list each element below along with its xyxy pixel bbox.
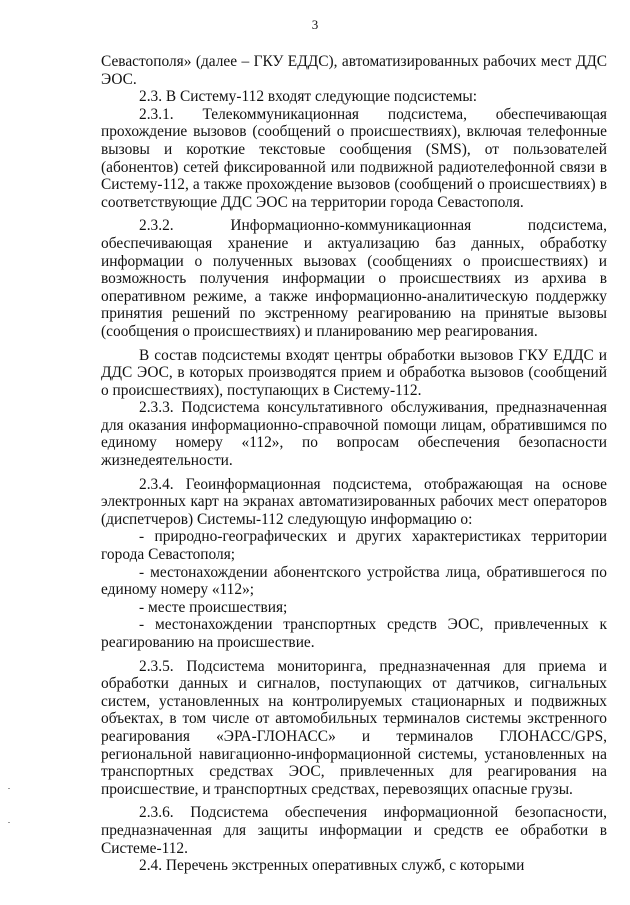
paragraph-subsystem-centers: В состав подсистемы входят центры обработки вызовов ГКУ ЕДДС и ДДС ЭОС, в которых производятся прием и обработка вызовов (сообщений о происшествиях), поступающих в Систему-112. — [101, 346, 607, 399]
paragraph-continuation: Севастополя» (далее – ГКУ ЕДДС), автоматизированных рабочих мест ДДС ЭОС. — [101, 53, 607, 88]
paragraph-2-3-3: 2.3.3. Подсистема консультативного обслуживания, предназначенная для оказания информационно-справочной помощи лицам, обратившимся по единому номеру «112», по вопросам обеспечения безопасности жизнедеятельности. — [101, 399, 607, 470]
paragraph-2-4: 2.4. Перечень экстренных оперативных служб, с которыми — [139, 857, 525, 875]
document-body — [101, 53, 607, 875]
list-item-vehicle-location: - местонахождении транспортных средств ЭОС, привлеченных к реагированию на происшествие. — [101, 616, 607, 651]
paragraph-2-3-2: 2.3.2. Информационно-коммуникационная подсистема, обеспечивающая хранение и актуализацию баз данных, обработку информации о полученных вызовах (сообщениях о происшествиях) и возможность получения информации о происшествиях из архива в оперативном режиме, а также информационно-аналитическую поддержку принятия решений по экстренному реагированию на принятые вызовы (сообщения о происшествиях) и планированию мер реагирования. — [101, 217, 607, 340]
page-number: 3 — [311, 17, 319, 32]
paragraph-2-3-1: 2.3.1. Телекоммуникационная подсистема, обеспечивающая прохождение вызовов (сообщений о происшествиях), включая телефонные вызовы и короткие текстовые сообщения (SMS), от пользователей (абонентов) сетей фиксированной или подвижной радиотелефонной связи в Систему-112, а также прохождение вызовов (сообщений о происшествиях) в соответствующие ДДС ЭОС на территории города Севастополя. — [101, 105, 607, 211]
scan-margin-mark — [8, 788, 10, 789]
list-item-geography: - природно-географических и других характеристиках территории города Севастополя; — [101, 528, 607, 564]
paragraph-2-3-4: 2.3.4. Геоинформационная подсистема, отображающая на основе электронных карт на экранах автоматизированных рабочих мест операторов (диспетчеров) Системы-112 следующую информацию о: — [101, 475, 607, 528]
list-item-subscriber-location: - местонахождении абонентского устройства лица, обратившегося по единому номеру «112»; — [101, 563, 607, 599]
scan-margin-mark — [8, 822, 10, 823]
paragraph-2-3: 2.3. В Систему-112 входят следующие подсистемы: — [139, 88, 478, 106]
paragraph-2-3-5: 2.3.5. Подсистема мониторинга, предназначенная для приема и обработки данных и сигналов, поступающих от датчиков, сигнальных систем, установленных на контролируемых стационарных и подвижных объектах, в том числе от автомобильных терминалов системы экстренного реагирования «ЭРА-ГЛОНАСС» и терминалов ГЛОНАСС/GPS, региональной навигационно-информационной системы, установленных на транспортных средствах ЭОС, привлеченных для реагирования на происшествие, и транспортных средствах, перевозящих опасные грузы. — [101, 657, 607, 798]
paragraph-2-3-6: 2.3.6. Подсистема обеспечения информационной безопасности, предназначенная для защиты информации и средств ее обработки в Системе-112. — [101, 804, 607, 857]
list-item-incident-location: - месте происшествия; — [139, 598, 288, 616]
